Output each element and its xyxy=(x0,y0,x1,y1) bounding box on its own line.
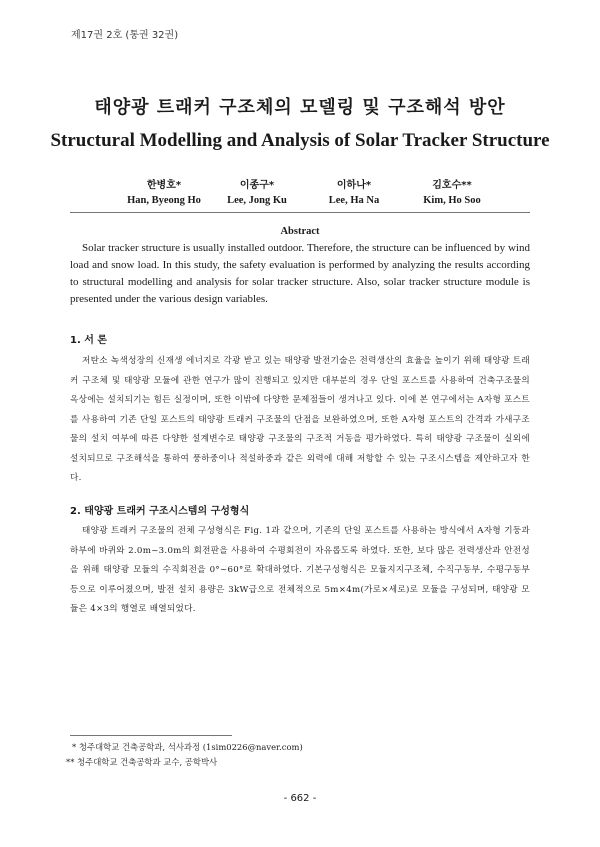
author-name-english: Han, Byeong Ho xyxy=(127,195,201,206)
journal-issue: 제17권 2호 (통권 32권) xyxy=(71,30,179,41)
footnote: * 청주대학교 건축공학과, 석사과정 (1sim0226@naver.com) xyxy=(72,742,303,752)
footnote-divider xyxy=(70,735,232,736)
author-name-korean: 이종구* xyxy=(239,180,275,191)
page-number: - 662 - xyxy=(283,793,317,804)
divider xyxy=(70,212,530,213)
author-name-english: Kim, Ho Soo xyxy=(423,195,481,206)
author-4 xyxy=(397,176,507,206)
title-korean: 태양광 트래커 구조체의 모델링 및 구조해석 방안 xyxy=(94,97,506,118)
abstract-heading: Abstract xyxy=(280,226,320,237)
section-body: 저탄소 녹색성장의 신재생 에너지로 각광 받고 있는 태양광 발전기술은 전력생산의 효율을 높이기 위해 태양광 트래커 구조체 및 태양광 모듈에 관한 연구가 많이 진행되고 있지만 대부분의 경우 단일 포스트를 사용하여 건축구조물의 옥상에는 설치되기는 힘든 실정이며, 또한 이밖에 다양한 문제점들이 생겨나고 있다. 이에 본 연구에서는 A자형 포스트를 사용하여 기존 단일 포스트의 태양광 트래커 구조물의 단점을 보완하였으며, 또한 A자형 포스트의 간격과 가새구조물의 설치 여부에 따른 다양한 설계변수로 태양광 구조물의 구조적 거동을 평가하였다. 특히 태양광 구조물이 실외에 설치되므로 구조해석을 통하여 풍하중이나 적설하중과 같은 외력에 대해 저항할 수 있는 구조시스템을 제안하고자 한다. xyxy=(70,356,530,483)
author-name-korean: 한병호* xyxy=(146,180,182,191)
title-english: Structural Modelling and Analysis of Solar Tracker Structure xyxy=(50,130,550,151)
author-name-english: Lee, Jong Ku xyxy=(227,195,287,206)
section-heading: 2. 태양광 트래커 구조시스템의 구성형식 xyxy=(70,506,250,517)
author-3 xyxy=(299,176,409,206)
author-name-korean: 김호수** xyxy=(432,180,472,191)
footnote: ** 청주대학교 건축공학과 교수, 공학박사 xyxy=(66,757,218,767)
abstract-text: Solar tracker structure is usually installed outdoor. Therefore, the structure can be influenced by wind load and snow load. In this study, the safety evaluation is performed by analyzing the results according to structural modelling and analysis for solar tracker structure. Also, solar tracker structure module is presented under the various design variables. xyxy=(70,242,530,305)
section-heading: 1. 서 론 xyxy=(70,335,108,346)
author-name-english: Lee, Ha Na xyxy=(328,195,380,206)
section-body: 태양광 트래커 구조물의 전체 구성형식은 Fig. 1과 같으며, 기존의 단일 포스트를 사용하는 방식에서 A자형 기둥과 하부에 바퀴와 2.0m~3.0m의 회전판을 사용하여 수평회전이 자유롭도록 하였다. 또한, 보다 많은 전력생산과 안전성을 위해 태양광 모듈의 수직회전을 0°~60°로 확대하였다. 기본구성형식은 모듈지지구조체, 수직구동부, 수평구동부 등으로 이루어졌으며, 발전 설치 용량은 3kW급으로 전체적으로 5m×4m(가로×세로)로 모듈을 구성되며, 태양광 모듈은 4×3의 행열로 배열되었다. xyxy=(70,526,530,614)
author-2 xyxy=(202,176,312,206)
author-name-korean: 이하나* xyxy=(336,180,372,191)
